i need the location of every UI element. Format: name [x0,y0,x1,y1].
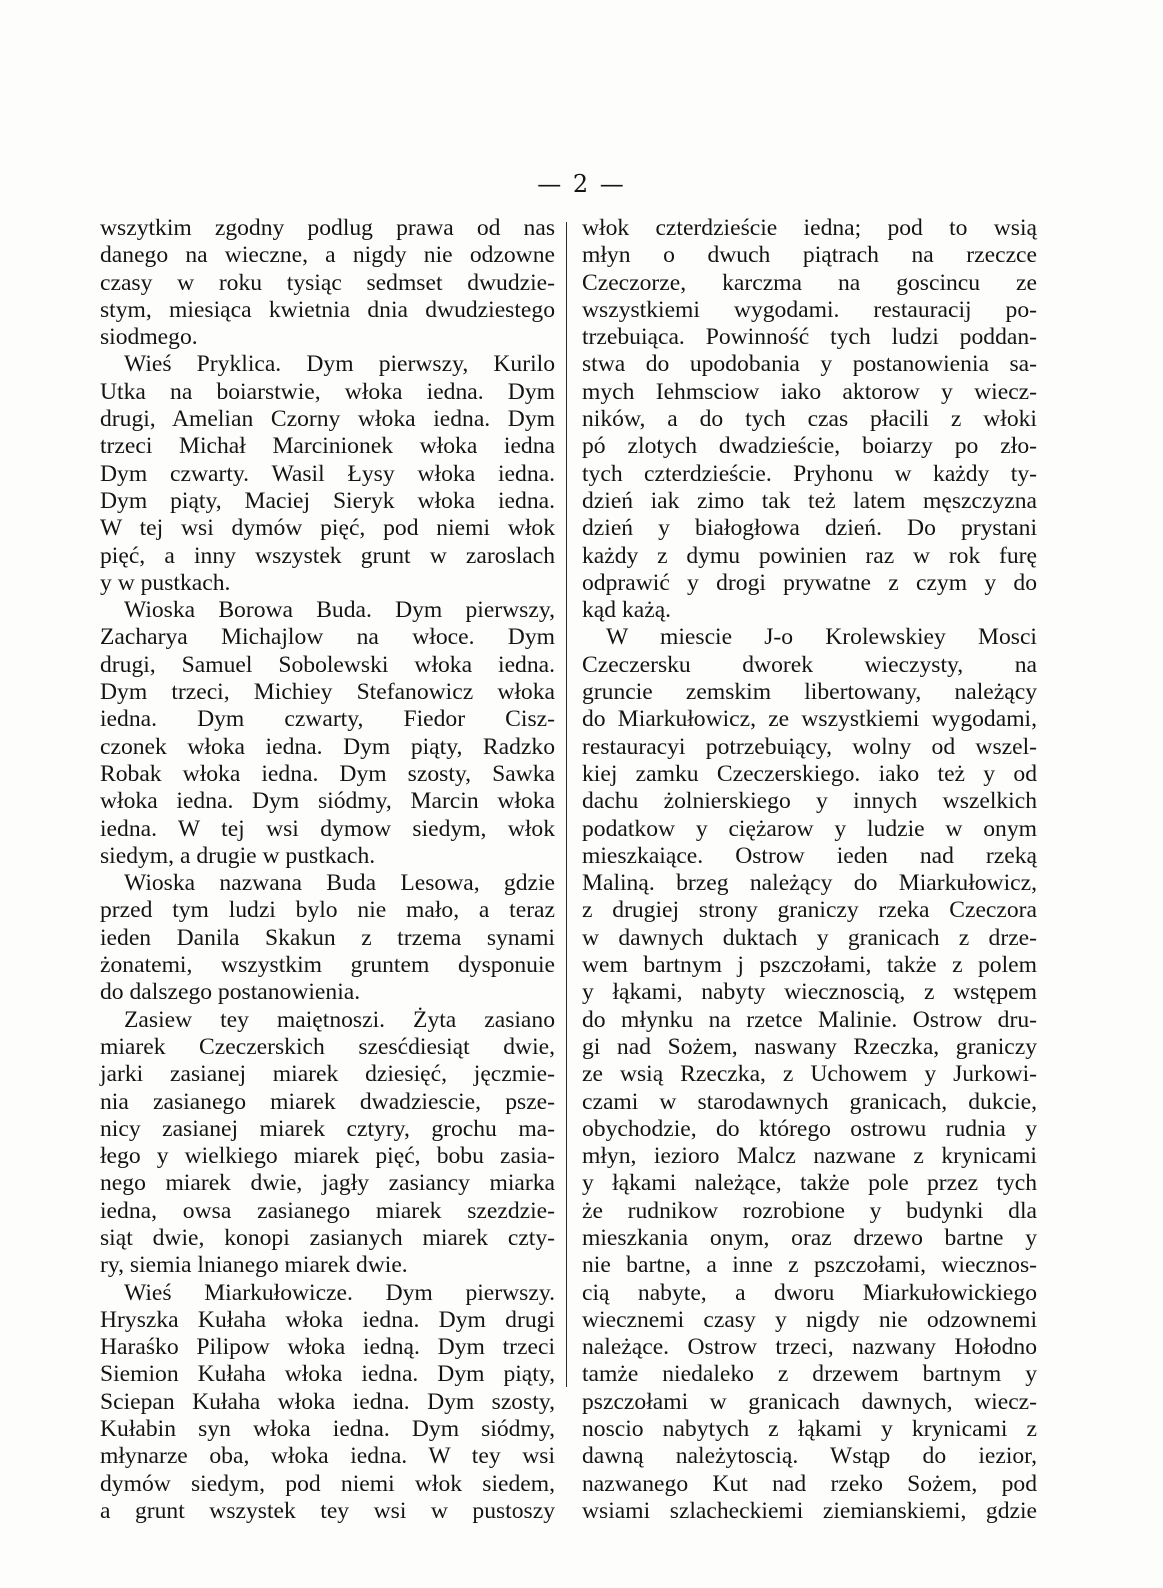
text-line: danego na wieczne, a nigdy nie odzowne [100,242,555,269]
text-line: ników, a do tych czas płacili z włoki [582,406,1037,433]
text-line: ze wsią Rzeczka, z Uchowem y Jurkowi- [582,1061,1037,1088]
text-line: miarek Czeczerskich szesćdiesiąt dwie, [100,1033,555,1060]
text-line: W tej wsi dymów pięć, pod niemi włok [100,515,555,542]
text-line: należące. Ostrow trzeci, nazwany Hołodno [582,1334,1037,1361]
text-line: wsiami szlacheckiemi ziemianskiemi, gdzie [582,1497,1037,1524]
text-line: trzebuiąca. Powinność tych ludzi poddan- [582,324,1037,351]
text-line: y łąkami należące, także pole przez tych [582,1170,1037,1197]
text-line: iedna, owsa zasianego miarek szezdzie- [100,1197,555,1224]
text-line: trzeci Michał Marcinionek włoka iedna [100,433,555,460]
text-line: przed tym ludzi bylo nie mało, a teraz [100,897,555,924]
text-line: Siemion Kułaha włoka iedna. Dym piąty, [100,1361,555,1388]
text-line: Haraśko Pilipow włoka iedną. Dym trzeci [100,1334,555,1361]
text-line: stym, miesiąca kwietnia dnia dwudziestego [100,296,555,323]
text-line: młynarze oba, włoka iedna. W tey wsi [100,1443,555,1470]
text-line: ieden Danila Skakun z trzema synami [100,924,555,951]
text-line: restauracyi potrzebuiący, wolny od wszel- [582,733,1037,760]
text-line: Czeczorze, karczma na goscincu ze [582,269,1037,296]
text-line: W miescie J-o Krolewskiey Mosci [606,624,1037,651]
text-line: y w pustkach. [100,569,231,596]
text-line: młyn, iezioro Malcz nazwane z krynicami [582,1143,1037,1170]
text-line: każdy z dymu powinien raz w rok furę [582,542,1037,569]
text-line: pięć, a inny wszystek grunt w zaroslach [100,542,555,569]
text-line: podatkow y ciężarow y ludzie w onym [582,815,1037,842]
text-line: włok czterdzieście iedna; pod to wsią [582,215,1037,241]
text-line: Wieś Pryklica. Dym pierwszy, Kurilo [124,351,555,378]
text-line: Hryszka Kułaha włoka iedna. Dym drugi [100,1306,555,1333]
text-line: kiej zamku Czeczerskiego. iako też y od [582,760,1037,787]
text-line: iedna. W tej wsi dymow siedym, włok [100,815,555,842]
text-line: nicy zasianej miarek cztyry, grochu ma- [100,1115,555,1142]
text-line: siąt dwie, konopi zasianych miarek czty- [100,1224,555,1251]
right-text-column [582,215,1037,1525]
text-line: drugi, Samuel Sobolewski włoka iedna. [100,651,555,678]
text-line: młyn o dwuch piątrach na rzeczce [582,242,1037,269]
text-line: nego miarek dwie, jagły zasiancy miarka [100,1170,555,1197]
text-line: Utka na boiarstwie, włoka iedna. Dym [100,378,555,405]
text-line: pszczołami w granicach dawnych, wiecz- [582,1388,1037,1415]
text-line: dzień iak zimo tak też latem męszczyzna [582,487,1037,514]
text-line: czami w starodawnych granicach, dukcie, [582,1088,1037,1115]
text-line: siodmego. [100,324,198,351]
text-line: Kułabin syn włoka iedna. Dym siódmy, [100,1416,555,1443]
text-line: wszystkiemi wygodami. restauracij po- [582,296,1037,323]
text-line: y łąkami, nabyty wiecznoscią, z wstępem [582,979,1037,1006]
text-line: do młynku na rzetce Malinie. Ostrow dru- [582,1006,1037,1033]
text-line: dawną należytoscią. Wstąp do iezior, [582,1443,1037,1470]
text-line: Wieś Miarkułowicze. Dym pierwszy. [124,1279,555,1306]
text-line: z drugiej strony graniczy rzeka Czeczora [582,897,1037,924]
text-line: Maliną. brzeg należący do Miarkułowicz, [582,870,1037,897]
text-line: obychodzie, do którego ostrowu rudnia y [582,1115,1037,1142]
text-line: wszytkim zgodny podlug prawa od nas [100,215,555,241]
text-line: cią nabyte, a dworu Miarkułowickiego [582,1279,1037,1306]
text-line: jarki zasianej miarek dziesięć, jęczmie- [100,1061,555,1088]
text-line: czonek włoka iedna. Dym piąty, Radzko [100,733,555,760]
text-line: stwa do upodobania y postanowienia sa- [582,351,1037,378]
text-line: Sciepan Kułaha włoka iedna. Dym szosty, [100,1388,555,1415]
text-line: iedna. Dym czwarty, Fiedor Cisz- [100,706,555,733]
text-line: czasy w roku tysiąc sedmset dwudzie- [100,269,555,296]
text-line: ry, siemia lnianego miarek dwie. [100,1252,408,1279]
text-line: tamże niedaleko z drzewem bartnym y [582,1361,1037,1388]
text-line: nie bartne, a inne z pszczołami, wiecznos- [582,1252,1037,1279]
text-line: dymów siedym, pod niemi włok siedem, [100,1470,555,1497]
text-line: w dawnych duktach y granicach z drze- [582,924,1037,951]
text-line: Robak włoka iedna. Dym szosty, Sawka [100,760,555,787]
text-line: wem bartnym j pszczołami, także z polem [582,952,1037,979]
text-line: Dym trzeci, Michiey Stefanowicz włoka [100,679,555,706]
text-line: wiecznemi czasy y nigdy nie odzownemi [582,1306,1037,1333]
text-line: Zacharya Michajlow na włoce. Dym [100,624,555,651]
text-line: odprawić y drogi prywatne z czym y do [582,569,1037,596]
text-line: pó zlotych dwadzieście, boiarzy po zło- [582,433,1037,460]
text-line: Dym piąty, Maciej Sieryk włoka iedna. [100,487,555,514]
text-line: Wioska nazwana Buda Lesowa, gdzie [124,870,555,897]
text-line: Czeczersku dworek wieczysty, na [582,651,1037,678]
text-line: Dym czwarty. Wasil Łysy włoka iedna. [100,460,555,487]
text-line: Zasiew tey maiętnoszi. Żyta zasiano [124,1006,555,1033]
text-line: siedym, a drugie w pustkach. [100,842,376,869]
text-line: Wioska Borowa Buda. Dym pierwszy, [124,597,555,624]
text-line: że rudnikow rozrobione y budynki dla [582,1197,1037,1224]
text-line: nia zasianego miarek dwadziescie, psze- [100,1088,555,1115]
text-line: żonatemi, wszystkim gruntem dysponuie [100,952,555,979]
text-line: mych Iehmsciow iako aktorow y wiecz- [582,378,1037,405]
text-line: kąd każą. [582,597,672,624]
text-line: a grunt wszystek tey wsi w pustoszy [100,1497,555,1524]
text-line: dzień y białogłowa dzień. Do prystani [582,515,1037,542]
text-line: nazwanego Kut nad rzeko Sożem, pod [582,1470,1037,1497]
column-divider [566,222,567,1387]
text-line: do dalszego postanowienia. [100,979,361,1006]
page-number: — 2 — [537,170,626,198]
text-line: dachu żolnierskiego y innych wszelkich [582,788,1037,815]
text-line: łego y wielkiego miarek pięć, bobu zasia- [100,1143,555,1170]
text-line: do Miarkułowicz, ze wszystkiemi wygodami, [582,706,1037,733]
text-line: mieszkania onym, oraz drzewo bartne y [582,1224,1037,1251]
left-text-column [100,215,555,1525]
text-line: drugi, Amelian Czorny włoka iedna. Dym [100,406,555,433]
text-line: włoka iedna. Dym siódmy, Marcin włoka [100,788,555,815]
text-line: tych czterdzieście. Pryhonu w każdy ty- [582,460,1037,487]
text-line: gi nad Sożem, naswany Rzeczka, graniczy [582,1033,1037,1060]
text-line: gruncie zemskim libertowany, należący [582,679,1037,706]
text-line: mieszkaiące. Ostrow ieden nad rzeką [582,842,1037,869]
text-line: noscio nabytych z łąkami y krynicami z [582,1416,1037,1443]
